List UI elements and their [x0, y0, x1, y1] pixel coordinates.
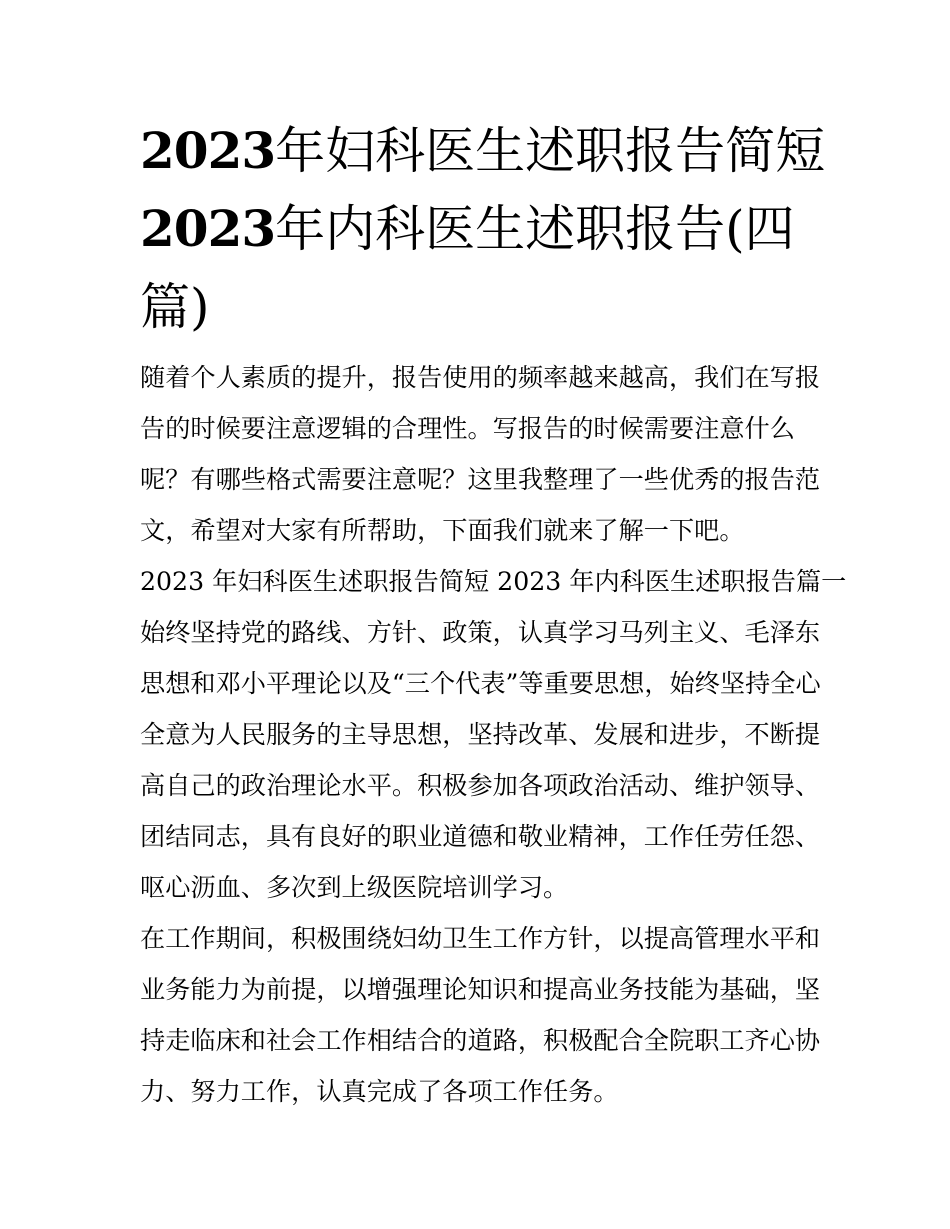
text-line: 业务能力为前提，以增强理论知识和提高业务技能为基础，坚	[140, 975, 821, 1004]
title-text: 年妇科医生述职报告简短	[275, 122, 826, 180]
title-year: 2023	[140, 121, 276, 180]
text-line: 呕心沥血、多次到上级医院培训学习。	[140, 873, 569, 902]
intro-paragraph	[140, 352, 820, 556]
title-text: 篇)	[140, 278, 210, 336]
title-year: 2023	[140, 199, 276, 258]
text-line: 在工作期间，积极围绕妇幼卫生工作方针，以提高管理水平和	[140, 924, 821, 953]
text-line: 全意为人民服务的主导思想，坚持改革、发展和进步，不断提	[140, 720, 821, 749]
text-line: 思想和邓小平理论以及“三个代表”等重要思想，始终坚持全心	[140, 669, 821, 698]
body-paragraph	[140, 607, 820, 913]
title-line	[140, 190, 820, 268]
document-title	[140, 112, 826, 346]
text-line: 持走临床和社会工作相结合的道路，积极配合全院职工齐心协	[140, 1026, 821, 1055]
text-line: 团结同志，具有良好的职业道德和敬业精神，工作任劳任怨、	[140, 822, 821, 851]
section-heading	[140, 556, 847, 607]
text-line: 始终坚持党的路线、方针、政策，认真学习马列主义、毛泽东	[140, 618, 821, 647]
title-text: 年内科医生述职报告(四	[275, 200, 795, 258]
text-line: 告的时候要注意逻辑的合理性。写报告的时候需要注意什么	[140, 414, 795, 443]
text-line: 文，希望对大家有所帮助，下面我们就来了解一下吧。	[140, 516, 745, 545]
title-line	[140, 112, 826, 190]
body-paragraph	[140, 913, 820, 1117]
text-line: 力、努力工作，认真完成了各项工作任务。	[140, 1077, 619, 1106]
document-body	[140, 352, 847, 1117]
text-line: 2023 年妇科医生述职报告简短 2023 年内科医生述职报告篇一	[140, 567, 847, 596]
title-line	[140, 268, 820, 346]
text-line: 高自己的政治理论水平。积极参加各项政治活动、维护领导、	[140, 771, 821, 800]
text-line: 随着个人素质的提升，报告使用的频率越来越高，我们在写报	[140, 363, 821, 392]
text-line: 呢？有哪些格式需要注意呢？这里我整理了一些优秀的报告范	[140, 465, 821, 494]
